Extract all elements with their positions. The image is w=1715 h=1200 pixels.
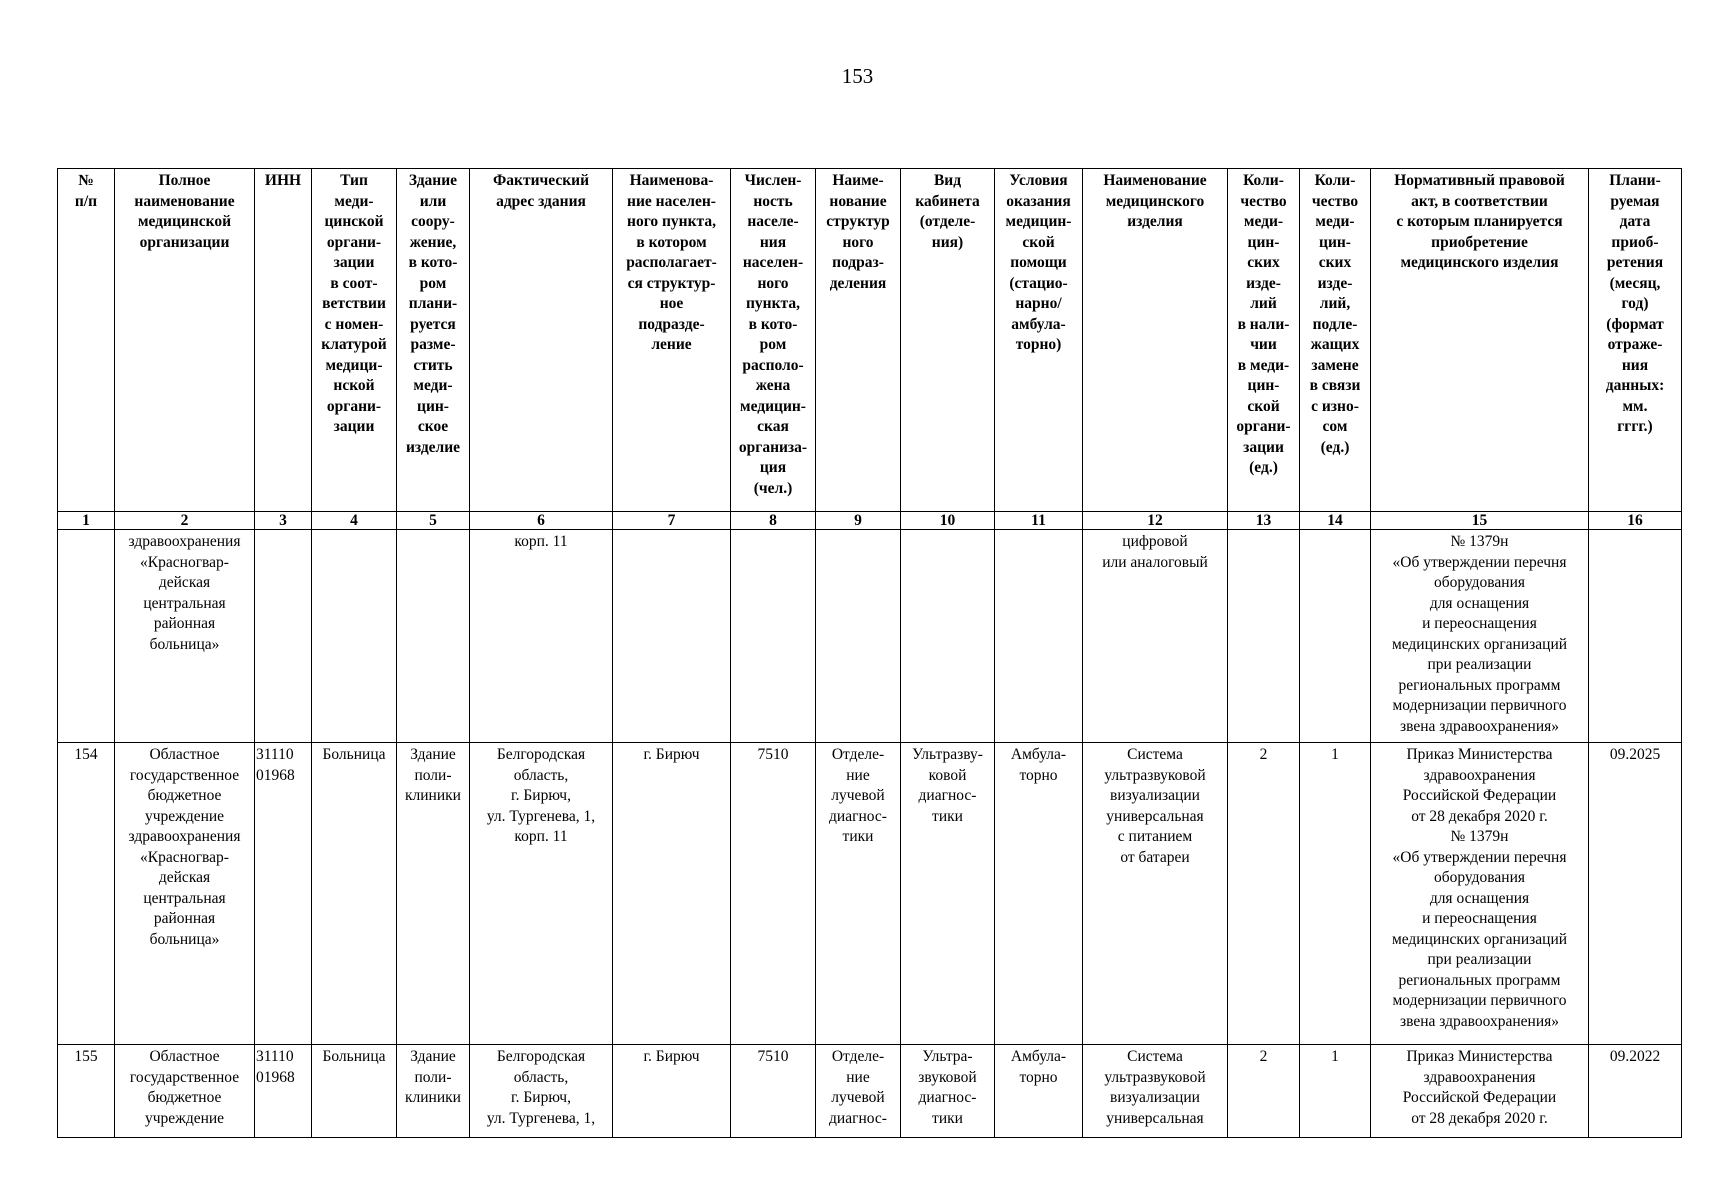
- header-cell: Коли- чество меди- цин- ских изде- лий в нали- чии в меди- цин- ской органи- зации (ед.): [1228, 169, 1300, 512]
- table-cell: [731, 530, 816, 743]
- page-number: 153: [841, 64, 874, 88]
- table-cell: Здание поли- клиники: [397, 743, 470, 1045]
- table-row: [58, 743, 1682, 1045]
- table-cell: Отделе- ние лучевой диагнос- тики: [816, 743, 901, 1045]
- table-cell: 2: [1228, 743, 1300, 1045]
- column-number-row: [58, 512, 1682, 530]
- column-number: 3: [255, 512, 312, 530]
- table-cell: [397, 530, 470, 743]
- table-cell: Белгородская область, г. Бирюч, ул. Тургенева, 1, корп. 11: [470, 743, 613, 1045]
- header-cell: Плани- руемая дата приоб- ретения (месяц, год) (формат отраже- ния данных: мм. гггг.): [1589, 169, 1682, 512]
- column-number: 12: [1083, 512, 1228, 530]
- table-cell: Приказ Министерства здравоохранения Российской Федерации от 28 декабря 2020 г. № 1379н «Об утверждении перечня оборудования для оснащения и переоснащения медицинских организаций при реализации региональных программ модернизации первичного звена здравоохранения»: [1371, 743, 1589, 1045]
- header-cell: Полное наименование медицинской организации: [115, 169, 255, 512]
- table-cell: г. Бирюч: [613, 743, 731, 1045]
- table-cell: 1: [1300, 1045, 1371, 1138]
- table-cell: 1: [1300, 743, 1371, 1045]
- table-cell: № 1379н «Об утверждении перечня оборудования для оснащения и переоснащения медицинских организаций при реализации региональных программ модернизации первичного звена здравоохранения»: [1371, 530, 1589, 743]
- table-cell: [816, 530, 901, 743]
- column-number: 1: [58, 512, 115, 530]
- table-cell: 09.2025: [1589, 743, 1682, 1045]
- table-cell: [312, 530, 397, 743]
- table-cell: Больница: [312, 1045, 397, 1138]
- header-cell: Условия оказания медицин- ской помощи (стацио- нарно/ амбула- торно): [995, 169, 1083, 512]
- table-cell: 7510: [731, 1045, 816, 1138]
- table-cell: [901, 530, 995, 743]
- table-cell: 154: [58, 743, 115, 1045]
- header-cell: Числен- ность населе- ния населен- ного пункта, в кото- ром располо- жена медицин- ская организа- ция (чел.): [731, 169, 816, 512]
- column-number: 4: [312, 512, 397, 530]
- table-cell: 09.2022: [1589, 1045, 1682, 1138]
- table-cell: [1300, 530, 1371, 743]
- medical-equipment-table: [57, 168, 1682, 1138]
- table-row: [58, 1045, 1682, 1138]
- column-number: 9: [816, 512, 901, 530]
- table-cell: 155: [58, 1045, 115, 1138]
- table-cell: [1228, 530, 1300, 743]
- header-cell: Наименование медицинского изделия: [1083, 169, 1228, 512]
- table-cell: Ультразву- ковой диагнос- тики: [901, 743, 995, 1045]
- table-cell: [1589, 530, 1682, 743]
- header-cell: Нормативный правовой акт, в соответствии с которым планируется приобретение медицинского изделия: [1371, 169, 1589, 512]
- table-cell: Больница: [312, 743, 397, 1045]
- column-number: 16: [1589, 512, 1682, 530]
- table-cell: [613, 530, 731, 743]
- column-number: 7: [613, 512, 731, 530]
- table-cell: Ультра- звуковой диагнос- тики: [901, 1045, 995, 1138]
- table-cell: корп. 11: [470, 530, 613, 743]
- header-cell: Здание или соору- жение, в кото- ром плани- руется разме- стить меди- цин- ское изделие: [397, 169, 470, 512]
- table-cell: [255, 530, 312, 743]
- table-cell: Областное государственное бюджетное учреждение: [115, 1045, 255, 1138]
- table-cell: Система ультразвуковой визуализации универсальная с питанием от батареи: [1083, 743, 1228, 1045]
- header-row: [58, 169, 1682, 512]
- table-cell: Приказ Министерства здравоохранения Российской Федерации от 28 декабря 2020 г.: [1371, 1045, 1589, 1138]
- table-cell: 31110 01968: [255, 1045, 312, 1138]
- table-cell: 2: [1228, 1045, 1300, 1138]
- column-number: 10: [901, 512, 995, 530]
- table-cell: 7510: [731, 743, 816, 1045]
- header-cell: Тип меди- цинской органи- зации в соот- ветствии с номен- клатурой медици- нской органи- зации: [312, 169, 397, 512]
- table-cell: Амбула- торно: [995, 1045, 1083, 1138]
- table-cell: Амбула- торно: [995, 743, 1083, 1045]
- table-cell: здравоохранения «Красногвар- дейская центральная районная больница»: [115, 530, 255, 743]
- column-number: 5: [397, 512, 470, 530]
- table-cell: г. Бирюч: [613, 1045, 731, 1138]
- header-cell: ИНН: [255, 169, 312, 512]
- header-cell: Наименова- ние населен- ного пункта, в котором располагает- ся структур- ное подразде- ление: [613, 169, 731, 512]
- table-cell: [995, 530, 1083, 743]
- table-cell: 31110 01968: [255, 743, 312, 1045]
- table-cell: Отделе- ние лучевой диагнос-: [816, 1045, 901, 1138]
- header-cell: № п/п: [58, 169, 115, 512]
- column-number: 11: [995, 512, 1083, 530]
- header-cell: Фактический адрес здания: [470, 169, 613, 512]
- table-cell: Областное государственное бюджетное учреждение здравоохранения «Красногвар- дейская центральная районная больница»: [115, 743, 255, 1045]
- header-cell: Наиме- нование структур ного подраз- деления: [816, 169, 901, 512]
- header-cell: Коли- чество меди- цин- ских изде- лий, подле- жащих замене в связи с изно- сом (ед.): [1300, 169, 1371, 512]
- column-number: 13: [1228, 512, 1300, 530]
- table-cell: Белгородская область, г. Бирюч, ул. Тургенева, 1,: [470, 1045, 613, 1138]
- column-number: 14: [1300, 512, 1371, 530]
- column-number: 8: [731, 512, 816, 530]
- table-row: [58, 530, 1682, 743]
- table-cell: [58, 530, 115, 743]
- header-cell: Вид кабинета (отделе- ния): [901, 169, 995, 512]
- column-number: 2: [115, 512, 255, 530]
- column-number: 15: [1371, 512, 1589, 530]
- column-number: 6: [470, 512, 613, 530]
- table-cell: Здание поли- клиники: [397, 1045, 470, 1138]
- table-cell: цифровой или аналоговый: [1083, 530, 1228, 743]
- table-cell: Система ультразвуковой визуализации универсальная: [1083, 1045, 1228, 1138]
